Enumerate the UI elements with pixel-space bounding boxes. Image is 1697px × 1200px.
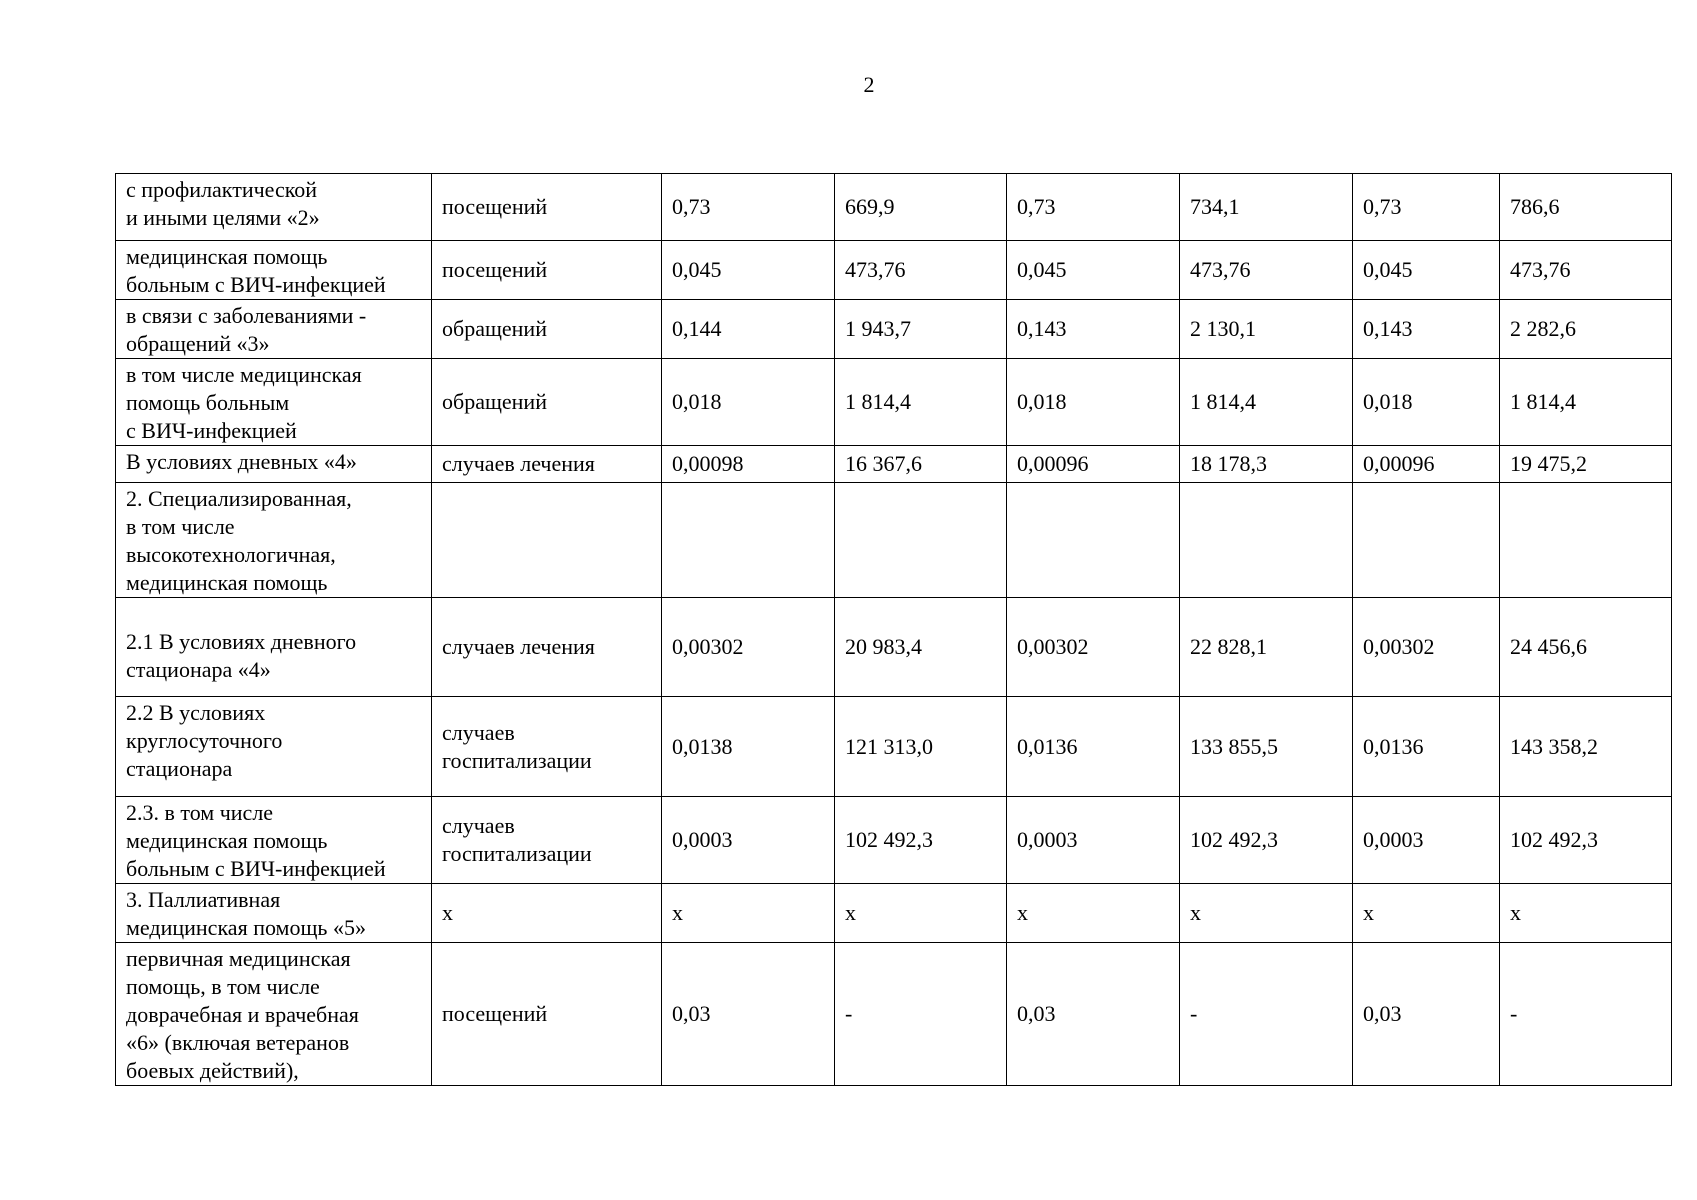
value-cell: 473,76 xyxy=(1500,241,1672,300)
value-cell xyxy=(1180,483,1353,598)
table-row xyxy=(116,446,1672,483)
row-name-cell: первичная медицинская помощь, в том числе доврачебная и врачебная «6» (включая ветеранов боевых действий), xyxy=(116,943,432,1086)
unit-cell: посещений xyxy=(432,943,662,1086)
value-cell xyxy=(1007,483,1180,598)
value-cell: 0,045 xyxy=(1007,241,1180,300)
table-row xyxy=(116,241,1672,300)
value-cell: х xyxy=(1180,884,1353,943)
value-cell: 0,0136 xyxy=(1007,697,1180,797)
value-cell: 1 943,7 xyxy=(835,300,1007,359)
value-cell: 19 475,2 xyxy=(1500,446,1672,483)
unit-cell xyxy=(432,483,662,598)
row-name-cell: 2. Специализированная, в том числе высокотехнологичная, медицинская помощь xyxy=(116,483,432,598)
value-cell: 0,143 xyxy=(1007,300,1180,359)
table-row xyxy=(116,943,1672,1086)
row-name-cell: медицинская помощь больным с ВИЧ-инфекцией xyxy=(116,241,432,300)
value-cell: х xyxy=(835,884,1007,943)
data-table xyxy=(115,173,1672,1086)
unit-cell: посещений xyxy=(432,241,662,300)
value-cell: 102 492,3 xyxy=(835,797,1007,884)
value-cell: 2 130,1 xyxy=(1180,300,1353,359)
unit-cell: обращений xyxy=(432,359,662,446)
value-cell: - xyxy=(1180,943,1353,1086)
value-cell: 0,018 xyxy=(662,359,835,446)
value-cell: 1 814,4 xyxy=(1180,359,1353,446)
value-cell xyxy=(1500,483,1672,598)
value-cell: 0,0138 xyxy=(662,697,835,797)
value-cell: х xyxy=(1007,884,1180,943)
value-cell: 473,76 xyxy=(835,241,1007,300)
value-cell: 2 282,6 xyxy=(1500,300,1672,359)
value-cell: 0,73 xyxy=(1007,174,1180,241)
value-cell: 734,1 xyxy=(1180,174,1353,241)
table-row xyxy=(116,884,1672,943)
table-row xyxy=(116,359,1672,446)
row-name-cell: В условиях дневных «4» xyxy=(116,446,432,483)
value-cell: 0,045 xyxy=(1353,241,1500,300)
unit-cell: х xyxy=(432,884,662,943)
table-row xyxy=(116,174,1672,241)
table-row xyxy=(116,598,1672,697)
unit-cell: посещений xyxy=(432,174,662,241)
value-cell: 669,9 xyxy=(835,174,1007,241)
value-cell: 133 855,5 xyxy=(1180,697,1353,797)
value-cell: 0,00098 xyxy=(662,446,835,483)
value-cell: 0,73 xyxy=(662,174,835,241)
row-name-cell: в том числе медицинская помощь больным с ВИЧ-инфекцией xyxy=(116,359,432,446)
value-cell: 0,00302 xyxy=(662,598,835,697)
table-row xyxy=(116,300,1672,359)
value-cell: 143 358,2 xyxy=(1500,697,1672,797)
value-cell: х xyxy=(662,884,835,943)
value-cell: 0,00096 xyxy=(1353,446,1500,483)
value-cell: 0,03 xyxy=(662,943,835,1086)
row-name-cell: 3. Паллиативная медицинская помощь «5» xyxy=(116,884,432,943)
value-cell: 102 492,3 xyxy=(1500,797,1672,884)
unit-cell: случаев госпитализации xyxy=(432,797,662,884)
value-cell: 0,045 xyxy=(662,241,835,300)
value-cell: 121 313,0 xyxy=(835,697,1007,797)
value-cell: 18 178,3 xyxy=(1180,446,1353,483)
value-cell: - xyxy=(1500,943,1672,1086)
row-name-cell: 2.1 В условиях дневного стационара «4» xyxy=(116,598,432,697)
value-cell: 473,76 xyxy=(1180,241,1353,300)
row-name-cell: с профилактической и иными целями «2» xyxy=(116,174,432,241)
value-cell: 0,0003 xyxy=(662,797,835,884)
unit-cell: случаев лечения xyxy=(432,598,662,697)
value-cell: 0,0003 xyxy=(1007,797,1180,884)
value-cell: 22 828,1 xyxy=(1180,598,1353,697)
unit-cell: обращений xyxy=(432,300,662,359)
value-cell: 102 492,3 xyxy=(1180,797,1353,884)
value-cell: 0,03 xyxy=(1353,943,1500,1086)
value-cell: - xyxy=(835,943,1007,1086)
row-name-cell: 2.2 В условиях круглосуточного стационара xyxy=(116,697,432,797)
table-row xyxy=(116,697,1672,797)
value-cell: 0,00302 xyxy=(1353,598,1500,697)
unit-cell: случаев госпитализации xyxy=(432,697,662,797)
value-cell xyxy=(1353,483,1500,598)
row-name-cell: 2.3. в том числе медицинская помощь больным с ВИЧ-инфекцией xyxy=(116,797,432,884)
value-cell: 24 456,6 xyxy=(1500,598,1672,697)
value-cell: 0,00096 xyxy=(1007,446,1180,483)
value-cell xyxy=(662,483,835,598)
unit-cell: случаев лечения xyxy=(432,446,662,483)
value-cell xyxy=(835,483,1007,598)
value-cell: х xyxy=(1353,884,1500,943)
value-cell: 0,03 xyxy=(1007,943,1180,1086)
value-cell: 0,0136 xyxy=(1353,697,1500,797)
value-cell: 0,144 xyxy=(662,300,835,359)
value-cell: 0,018 xyxy=(1007,359,1180,446)
value-cell: 0,143 xyxy=(1353,300,1500,359)
value-cell: 1 814,4 xyxy=(1500,359,1672,446)
row-name-cell: в связи с заболеваниями - обращений «3» xyxy=(116,300,432,359)
value-cell: 0,73 xyxy=(1353,174,1500,241)
value-cell: 0,0003 xyxy=(1353,797,1500,884)
value-cell: 20 983,4 xyxy=(835,598,1007,697)
value-cell: 0,00302 xyxy=(1007,598,1180,697)
table-row xyxy=(116,797,1672,884)
page-number: 2 xyxy=(863,72,875,97)
value-cell: 16 367,6 xyxy=(835,446,1007,483)
value-cell: 1 814,4 xyxy=(835,359,1007,446)
value-cell: 0,018 xyxy=(1353,359,1500,446)
table-row xyxy=(116,483,1672,598)
value-cell: 786,6 xyxy=(1500,174,1672,241)
value-cell: х xyxy=(1500,884,1672,943)
